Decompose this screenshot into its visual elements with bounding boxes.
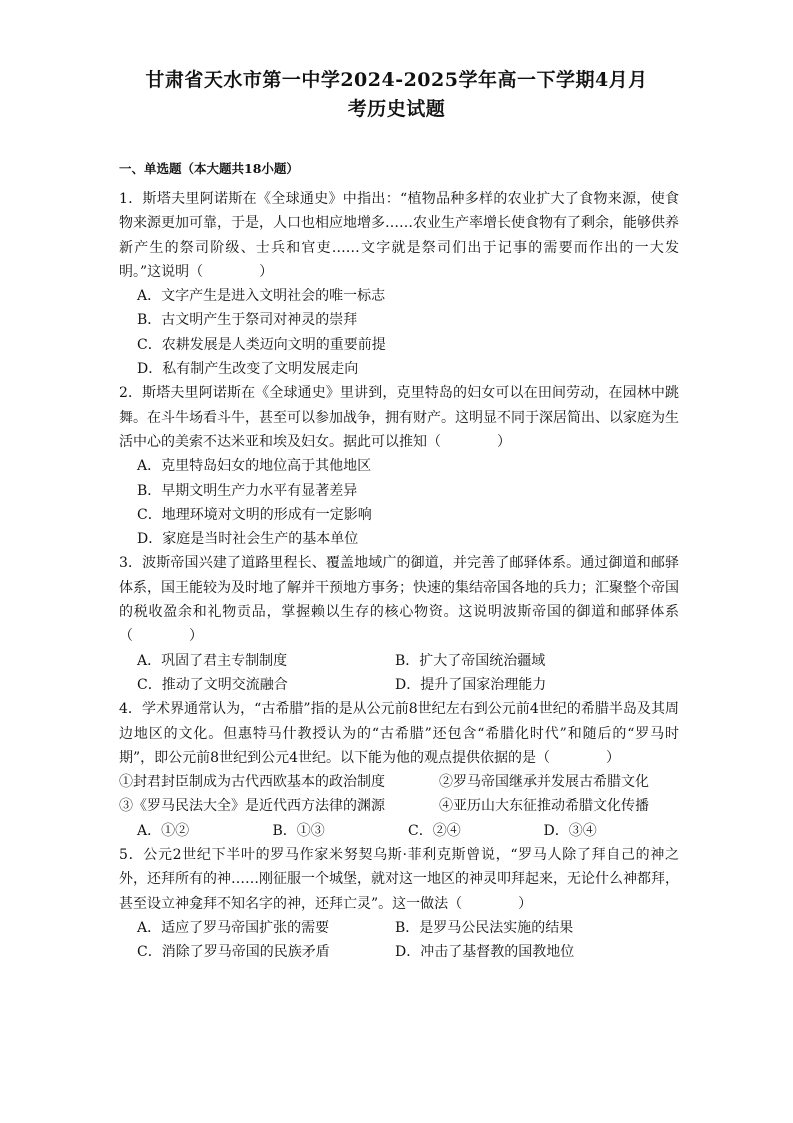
question-5	[119, 843, 679, 964]
question-1-option-c: C．农耕发展是人类迈向文明的重要前提	[137, 336, 386, 353]
question-4-statement-4: ④亚历山大东征推动希腊文化传播	[439, 798, 649, 815]
question-4	[119, 697, 679, 843]
question-2	[119, 381, 679, 551]
question-5-option-b: B．是罗马公民法实施的结果	[395, 919, 574, 936]
question-4-statement-3: ③《罗马民法大全》是近代西方法律的渊源	[119, 798, 385, 815]
question-3-stem: 3．波斯帝国兴建了道路里程长、覆盖地域广的御道，并完善了邮驿体系。通过御道和邮驿体系，国王能较为及时地了解并干预地方事务；快速的集结帝国各地的兵力；汇聚整个帝国的税收盈余和礼物贡品，掌握赖以生存的核心物资。这说明波斯帝国的御道和邮驿体系（ ）	[119, 555, 679, 645]
question-3-option-c: C．推动了文明交流融合	[137, 676, 288, 693]
question-1-stem: 1．斯塔夫里阿诺斯在《全球通史》中指出：“植物品种多样的农业扩大了食物来源，使食物来源更加可靠，于是，人口也相应地增多……农业生产率增长使食物有了剩余，能够供养新产生的祭司阶级、士兵和官吏……文字就是祭司们出于记事的需要而作出的一大发明。”这说明（ ）	[119, 191, 679, 280]
question-5-option-a: A．适应了罗马帝国扩张的需要	[137, 919, 330, 936]
question-2-option-b: B．早期文明生产力水平有显著差异	[137, 482, 358, 499]
question-4-statement-2: ②罗马帝国继承并发展古希腊文化	[439, 774, 649, 791]
question-3-options-row-1	[119, 649, 679, 673]
question-4-option-d: D．③④	[543, 822, 597, 839]
section-heading: 一、单选题（本大题共18小题）	[119, 161, 299, 176]
question-4-options-row	[119, 819, 679, 843]
question-5-option-c: C．消除了罗马帝国的民族矛盾	[137, 944, 330, 961]
question-5-options-row-2	[119, 940, 679, 964]
question-4-statement-1: ①封君封臣制成为古代西欧基本的政治制度	[119, 774, 385, 791]
question-5-option-d: D．冲击了基督教的国教地位	[395, 944, 575, 961]
question-3	[119, 551, 679, 697]
question-1-option-b: B．古文明产生于祭司对神灵的崇拜	[137, 312, 358, 329]
question-4-option-a: A．①②	[137, 822, 190, 839]
question-4-statements-row-1	[119, 770, 679, 794]
exam-title-line2: 考历史试题	[347, 98, 446, 120]
question-4-option-c: C．②④	[408, 822, 461, 839]
question-5-options-row-1	[119, 916, 679, 940]
exam-title-line1: 甘肃省天水市第一中学2024-2025学年高一下学期4月月	[145, 69, 648, 91]
question-list	[119, 187, 679, 965]
question-3-options-row-2	[119, 673, 679, 697]
question-4-option-b: B．①③	[272, 822, 325, 839]
question-1-option-a: A．文字产生是进入文明社会的唯一标志	[137, 288, 386, 305]
question-3-option-a: A．巩固了君主专制制度	[137, 652, 288, 669]
question-4-stem: 4．学术界通常认为，“古希腊”指的是从公元前8世纪左右到公元前4世纪的希腊半岛及其周边地区的文化。但惠特马什教授认为的“古希腊”还包含“希腊化时代”和随后的“罗马时期”，即公元前8世纪到公元4世纪。以下能为他的观点提供依据的是（ ）	[119, 701, 679, 766]
question-2-option-a: A．克里特岛妇女的地位高于其他地区	[137, 458, 372, 475]
question-5-stem: 5．公元2世纪下半叶的罗马作家米努契乌斯·菲利克斯曾说，“罗马人除了拜自己的神之外，还拜所有的神……刚征服一个城堡，就对这一地区的神灵叩拜起来，无论什么神都拜，甚至设立神龛拜不知名字的神，还拜亡灵”。这一做法（ ）	[119, 847, 679, 912]
question-3-option-d: D．提升了国家治理能力	[395, 676, 547, 693]
question-2-option-c: C．地理环境对文明的形成有一定影响	[137, 506, 372, 523]
exam-title	[110, 66, 683, 124]
question-2-stem: 2．斯塔夫里阿诺斯在《全球通史》里讲到，克里特岛的妇女可以在田间劳动，在园林中跳舞。在斗牛场看斗牛，甚至可以参加战争，拥有财产。这明显不同于深居简出、以家庭为生活中心的美索不达米亚和埃及妇女。据此可以推知（ ）	[119, 385, 679, 450]
question-2-option-d: D．家庭是当时社会生产的基本单位	[137, 531, 359, 548]
question-1-option-d: D．私有制产生改变了文明发展走向	[137, 361, 359, 378]
question-3-option-b: B．扩大了帝国统治疆域	[395, 652, 546, 669]
question-1	[119, 187, 679, 381]
question-4-statements-row-2	[119, 794, 679, 818]
